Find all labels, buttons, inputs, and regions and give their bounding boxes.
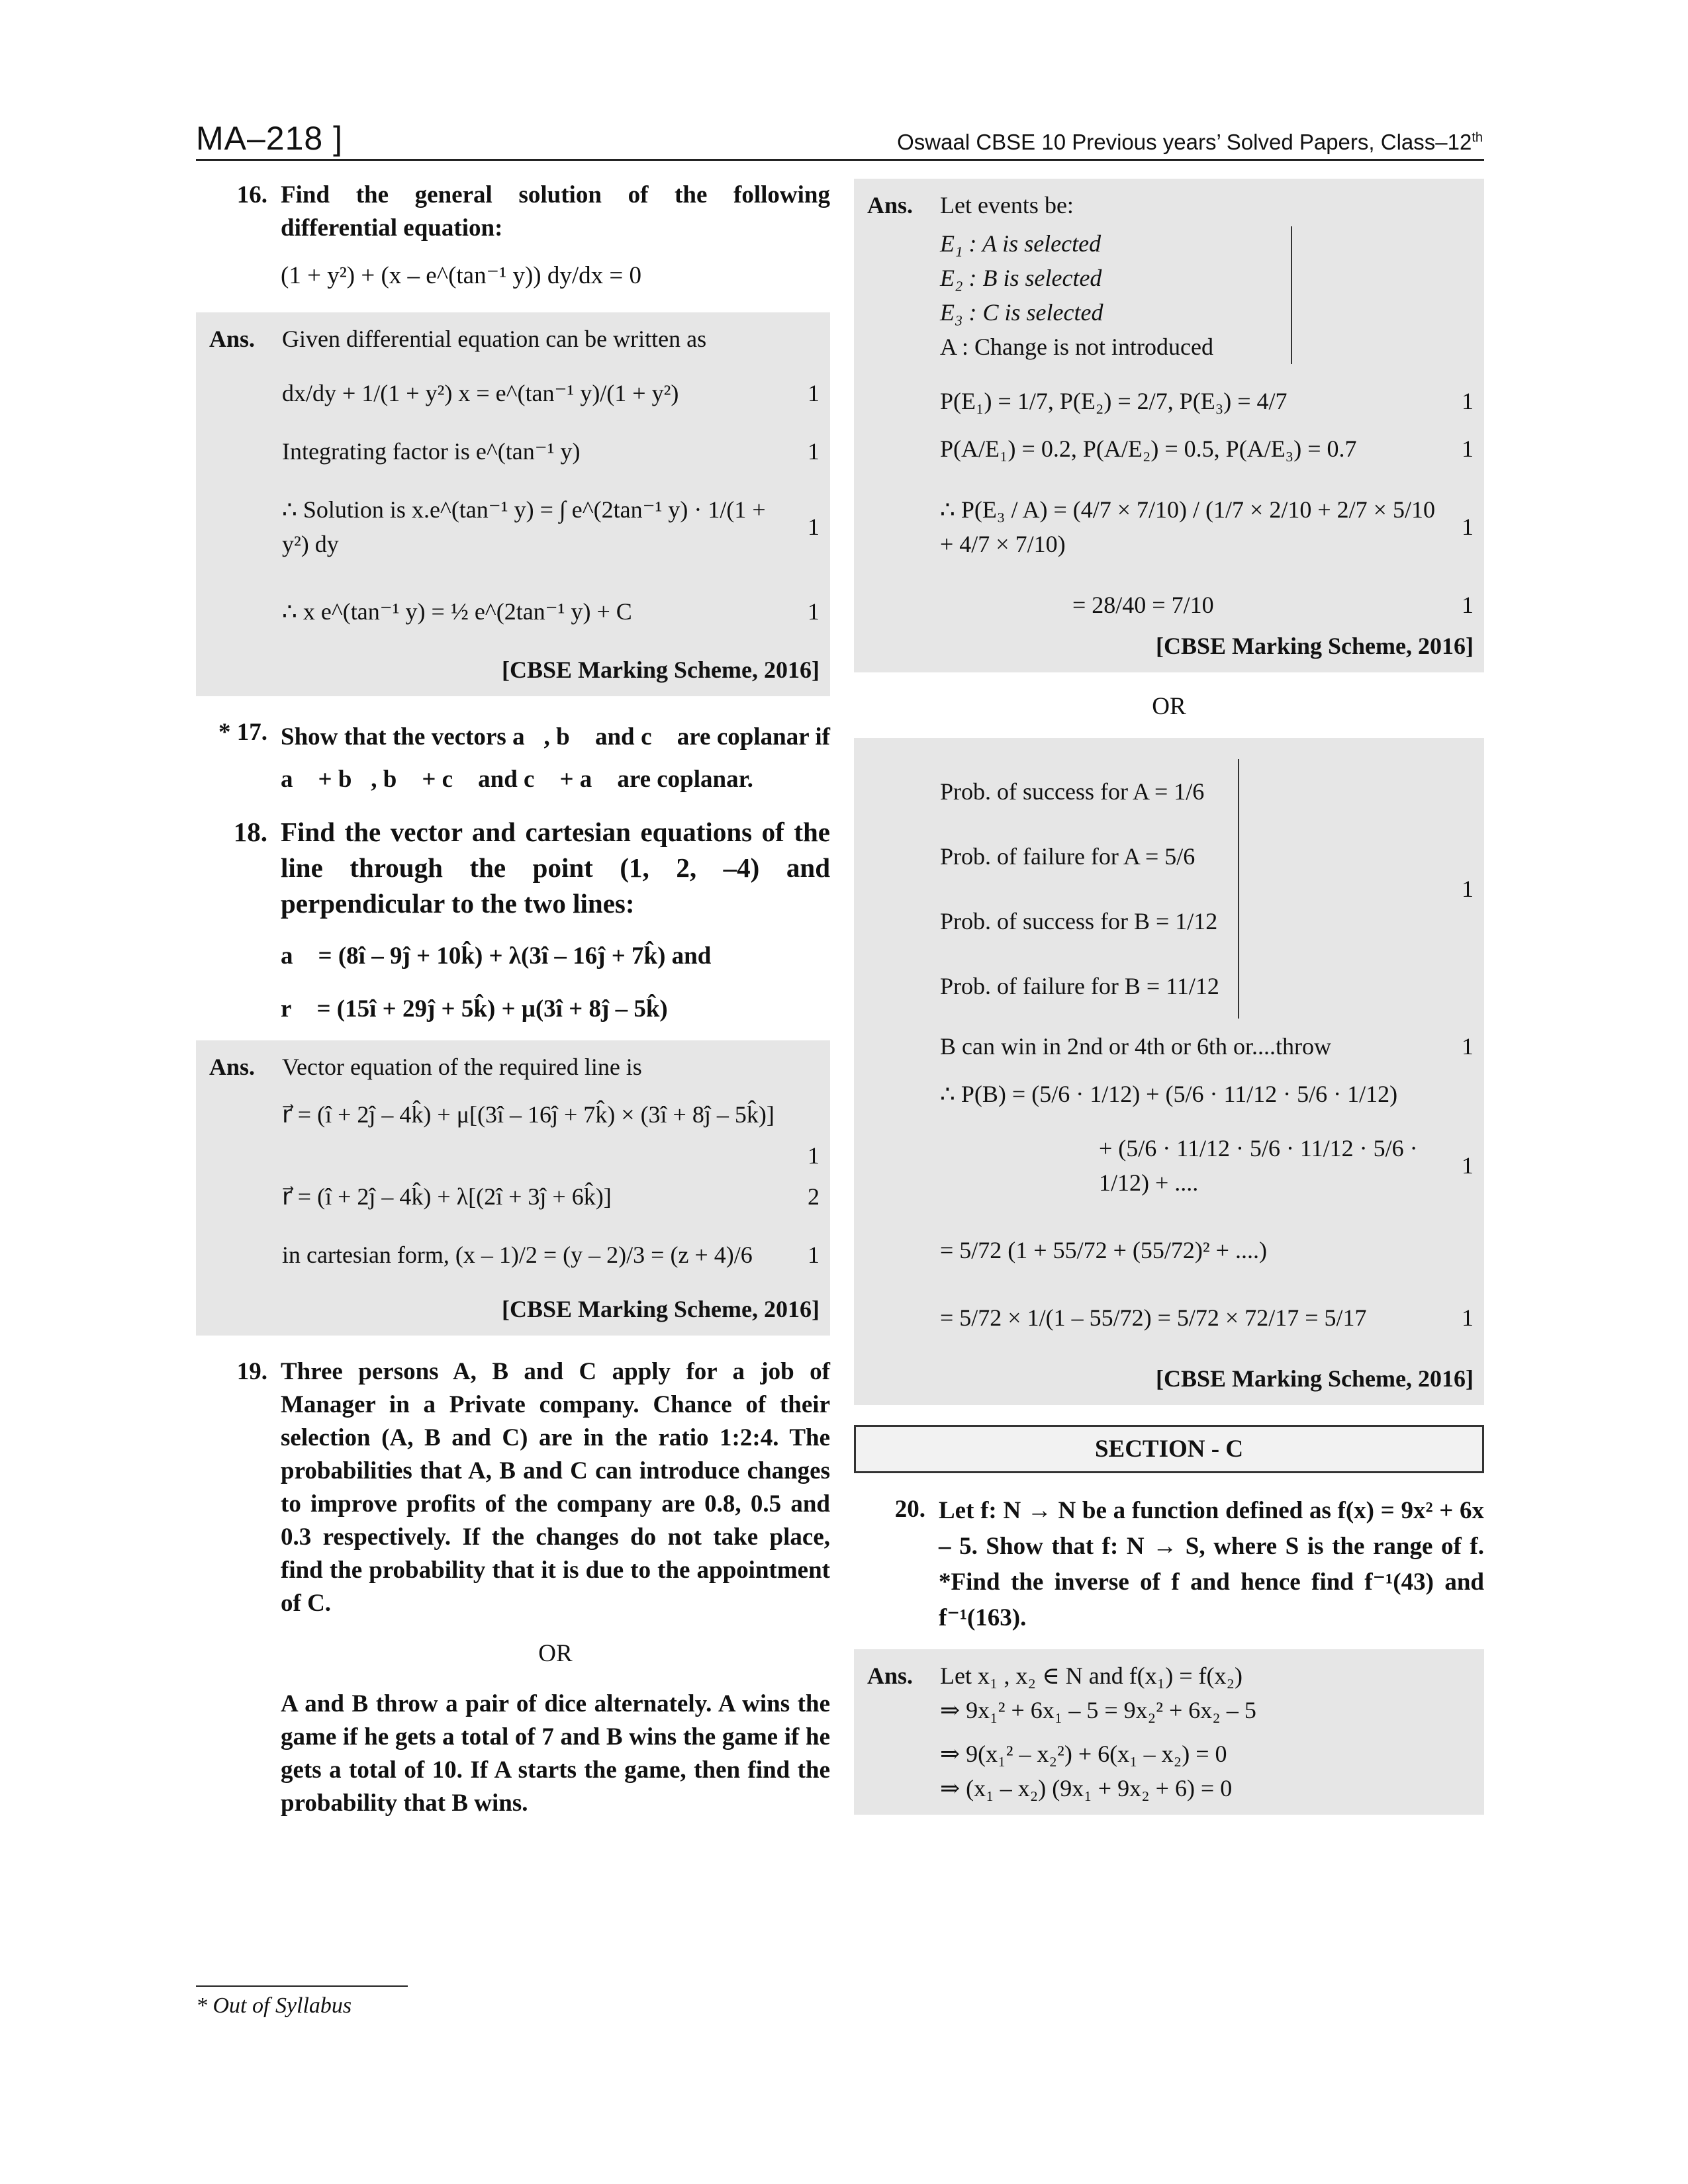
- ans-label: Ans.: [209, 1054, 256, 1080]
- question-number: 16.: [236, 181, 267, 208]
- marks: 1: [1462, 1033, 1474, 1060]
- marks: 1: [1462, 876, 1474, 902]
- book-title-sup: th: [1472, 130, 1483, 145]
- answer-equation: ⇒ 9(x₁² – x₂²) + 6(x₁ – x₂) = 0: [940, 1741, 1227, 1767]
- marking-scheme-source: [CBSE Marking Scheme, 2016]: [502, 657, 820, 683]
- question-text: [281, 814, 830, 1027]
- question-16-text: Find the general solution of the following differential equation:: [281, 181, 830, 242]
- events-list: [940, 226, 1292, 364]
- marks: 1: [808, 1242, 820, 1268]
- event-item: E₁ : A is selected: [940, 230, 1102, 257]
- marks: 2: [808, 1183, 820, 1210]
- section-heading: SECTION - C: [854, 1425, 1484, 1473]
- answer-equation: r⃗ = (î + 2ĵ – 4k̂) + μ[(3î – 16ĵ + 7k̂) × (3î + 8ĵ – 5k̂)]: [282, 1101, 774, 1128]
- marks: 1: [1462, 388, 1474, 414]
- ans-label: Ans.: [867, 192, 914, 218]
- question-number: 19.: [236, 1358, 267, 1385]
- answer-equation: ∴ P(B) = (5/6 · 1/12) + (5/6 · 11/12 · 5/6 · 1/12): [940, 1081, 1398, 1107]
- answer-intro: Given differential equation can be written as: [282, 326, 707, 352]
- marks: 1: [808, 514, 820, 540]
- answer-equation: = 28/40 = 7/10: [1072, 592, 1214, 618]
- ans-label: Ans.: [867, 1662, 914, 1689]
- marks: 1: [808, 598, 820, 625]
- event-item: E₃ : C is selected: [940, 299, 1103, 326]
- answer-intro: Vector equation of the required line is: [282, 1054, 642, 1080]
- question-text: [281, 1355, 830, 1820]
- question-18-text: Find the vector and cartesian equations of the line through the point (1, 2, –4) and perpendicular to the two lines:: [281, 817, 830, 919]
- marks: 1: [808, 1142, 820, 1169]
- probability-item: Prob. of success for A = 1/6: [940, 778, 1205, 805]
- marking-scheme-source: [CBSE Marking Scheme, 2016]: [1156, 1365, 1474, 1392]
- answer-equation: ∴ x e^(tan⁻¹ y) = ½ e^(2tan⁻¹ y) + C: [282, 598, 632, 625]
- footnote: * Out of Syllabus: [196, 1993, 352, 2018]
- marks: 1: [1462, 1304, 1474, 1331]
- answer-equation: ⇒ 9x₁² + 6x₁ – 5 = 9x₂² + 6x₂ – 5: [940, 1697, 1256, 1723]
- question-17: [196, 716, 830, 801]
- answer-equation: Let x₁ , x₂ ∈ N and f(x₁) = f(x₂): [940, 1662, 1243, 1689]
- header-rule: [196, 159, 1484, 161]
- probability-list: [940, 759, 1239, 1019]
- question-number: 18.: [233, 817, 267, 847]
- probability-item: Prob. of failure for B = 11/12: [940, 973, 1219, 999]
- marking-scheme-source: [CBSE Marking Scheme, 2016]: [502, 1296, 820, 1322]
- answer-equation: ∴ P(E₃ / A) = (4/7 × 7/10) / (1/7 × 2/10 + 2/7 × 5/10 + 4/7 × 7/10): [940, 496, 1435, 557]
- marks: 1: [1462, 435, 1474, 462]
- answer-19: [854, 179, 1484, 672]
- right-column: [854, 179, 1484, 1835]
- answer-equation: dx/dy + 1/(1 + y²) x = e^(tan⁻¹ y)/(1 + y²): [282, 380, 679, 406]
- answer-equation: ∴ Solution is x.e^(tan⁻¹ y) = ∫ e^(2tan⁻¹ y) · 1/(1 + y²) dy: [282, 496, 766, 557]
- answer-20: [854, 1649, 1484, 1815]
- question-number: 20.: [894, 1496, 925, 1523]
- question-16-equation: (1 + y²) + (x – e^(tan⁻¹ y)) dy/dx = 0: [281, 262, 642, 289]
- question-18-line-1: a⃗ = (8î – 9ĵ + 10k̂) + λ(3î – 16ĵ + 7k̂) and: [281, 942, 712, 970]
- question-text: Show that the vectors a⃗, b⃗ and c⃗ are coplanar if a⃗ + b⃗, b⃗ + c⃗ and c⃗ + a⃗ are coplanar.: [281, 723, 830, 793]
- ans-label: Ans.: [209, 326, 256, 352]
- marks: 1: [1462, 514, 1474, 540]
- marks: 1: [808, 438, 820, 465]
- book-title: [854, 130, 1483, 155]
- answer-equation: Integrating factor is e^(tan⁻¹ y): [282, 438, 581, 465]
- question-19-text: Three persons A, B and C apply for a job of Manager in a Private company. Chance of their selection (A, B and C) are in the ratio 1:2:4. The probabilities that A, B and C can introduce changes to improve profits of the company are 0.8, 0.5 and 0.3 respectively. If the changes do not take place, find the probability that it is due to the appointment of C.: [281, 1358, 830, 1617]
- question-number: * 17.: [218, 719, 267, 746]
- probability-item: Prob. of success for B = 1/12: [940, 908, 1218, 934]
- answer-equation: r⃗ = (î + 2ĵ – 4k̂) + λ[(2î + 3ĵ + 6k̂)]: [282, 1183, 612, 1210]
- question-18-line-2: r⃗ = (15î + 29ĵ + 5k̂) + μ(3î + 8ĵ – 5k̂): [281, 995, 668, 1023]
- page-code: MA–218 ]: [196, 120, 344, 157]
- question-20: [854, 1493, 1484, 1636]
- question-18: [196, 814, 830, 1027]
- answer-equation: = 5/72 × 1/(1 – 55/72) = 5/72 × 72/17 = 5/17: [940, 1304, 1367, 1331]
- footnote-rule: [196, 1985, 408, 1987]
- event-item: E₂ : B is selected: [940, 265, 1102, 291]
- question-19: [196, 1355, 830, 1820]
- or-divider: OR: [1152, 693, 1186, 720]
- answer-18: [196, 1040, 830, 1336]
- question-text: Let f: N → N be a function defined as f(x) = 9x² + 6x – 5. Show that f: N → S, where S is the range of f. *Find the inverse of f and hence find f⁻¹(43) and f⁻¹(163).: [939, 1497, 1484, 1631]
- answer-intro: Let events be:: [940, 192, 1074, 218]
- marks: 1: [1462, 592, 1474, 618]
- answer-equation: P(E₁) = 1/7, P(E₂) = 2/7, P(E₃) = 4/7: [940, 388, 1288, 414]
- answer-equation: = 5/72 (1 + 55/72 + (55/72)² + ....): [940, 1237, 1267, 1263]
- marks: 1: [808, 380, 820, 406]
- book-title-text: Oswaal CBSE 10 Previous years’ Solved Papers, Class–12: [897, 130, 1472, 154]
- ans-label-spacer: [867, 747, 940, 1396]
- marking-scheme-source: [CBSE Marking Scheme, 2016]: [1156, 633, 1474, 659]
- question-text: [281, 179, 830, 299]
- answer-equation: P(A/E₁) = 0.2, P(A/E₂) = 0.5, P(A/E₃) = 0.7: [940, 435, 1357, 462]
- question-16: [196, 179, 830, 299]
- left-column: [196, 179, 830, 1833]
- answer-19-or: [854, 738, 1484, 1405]
- answer-16: [196, 312, 830, 696]
- question-19-or-text: A and B throw a pair of dice alternately. A wins the game if he gets a total of 7 and B wins the game if he gets a total of 10. If A starts the game, then find the probability that B wins.: [281, 1690, 830, 1817]
- probability-item: Prob. of failure for A = 5/6: [940, 843, 1196, 870]
- answer-equation: in cartesian form, (x – 1)/2 = (y – 2)/3 = (z + 4)/6: [282, 1242, 753, 1268]
- event-item: A : Change is not introduced: [940, 334, 1213, 360]
- marks: 1: [1462, 1152, 1474, 1179]
- or-divider: OR: [538, 1640, 573, 1667]
- answer-equation: B can win in 2nd or 4th or 6th or....throw: [940, 1033, 1331, 1060]
- answer-equation: ⇒ (x₁ – x₂) (9x₁ + 9x₂ + 6) = 0: [940, 1775, 1233, 1801]
- answer-equation: + (5/6 · 11/12 · 5/6 · 11/12 · 5/6 · 1/12) + ....: [1099, 1135, 1418, 1196]
